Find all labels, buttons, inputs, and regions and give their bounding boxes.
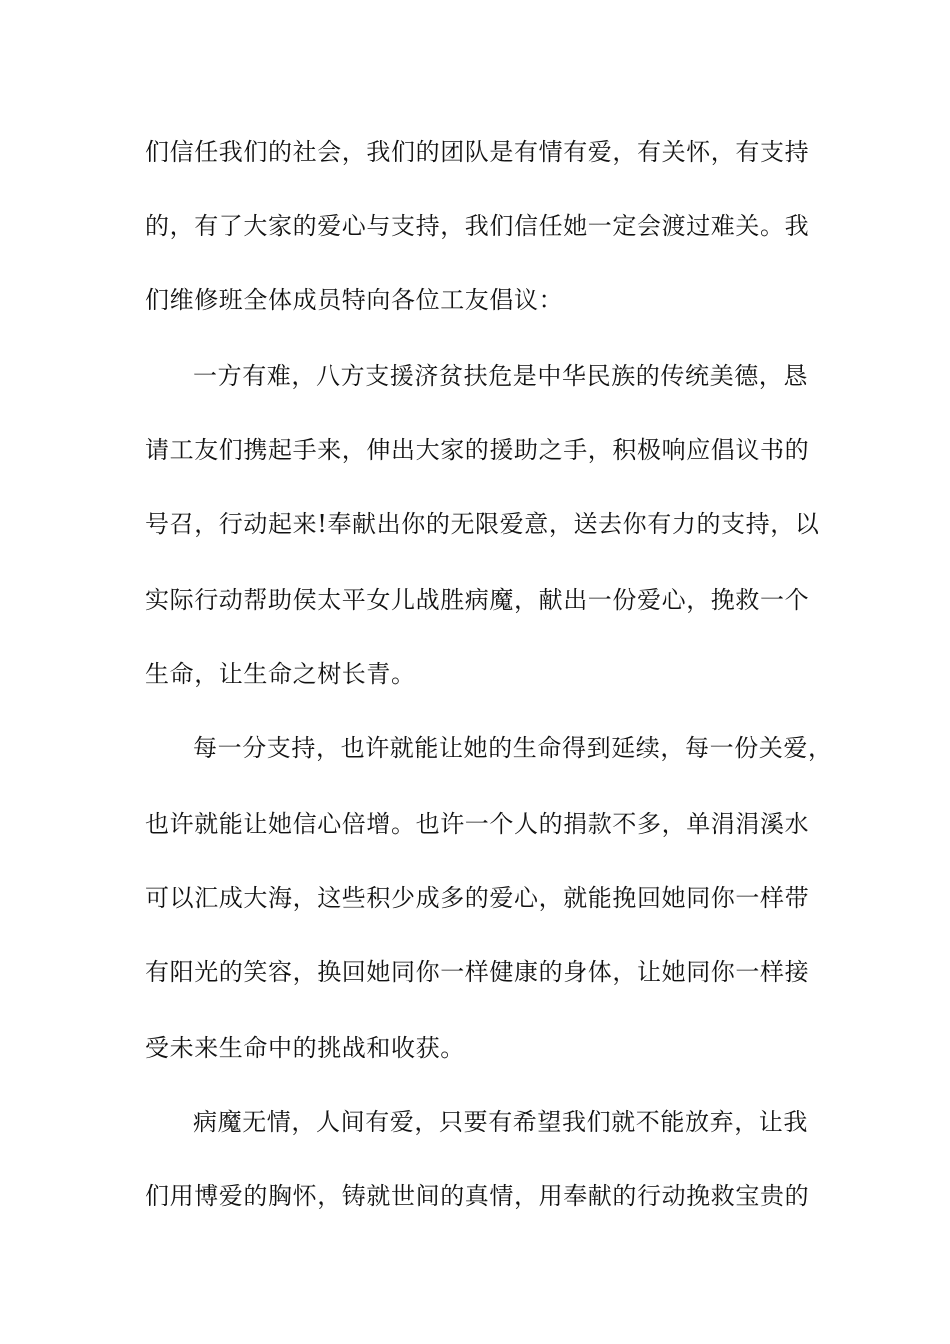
text-line: 的，有了大家的爱心与支持，我们信任她一定会渡过难关。我 bbox=[145, 212, 810, 240]
text-line: 们维修班全体成员特向各位工友倡议： bbox=[145, 286, 564, 314]
text-line: 受未来生命中的挑战和收获。 bbox=[145, 1034, 465, 1062]
text-line: 生命，让生命之树长青。 bbox=[145, 660, 416, 688]
text-line: 有阳光的笑容，换回她同你一样健康的身体，让她同你一样接 bbox=[145, 958, 810, 986]
paragraph-first-line: 一方有难，八方支援济贫扶危是中华民族的传统美德，恳 bbox=[193, 362, 808, 390]
text-line: 请工友们携起手来，伸出大家的援助之手，积极响应倡议书的 bbox=[145, 436, 810, 464]
text-line: 们信任我们的社会，我们的团队是有情有爱，有关怀，有支持 bbox=[145, 138, 810, 166]
text-line: 实际行动帮助侯太平女儿战胜病魔，献出一份爱心，挽救一个 bbox=[145, 586, 810, 614]
paragraph-first-line: 每一分支持，也许就能让她的生命得到延续，每一份关爱， bbox=[193, 734, 833, 762]
text-line: 也许就能让她信心倍增。也许一个人的捐款不多，单涓涓溪水 bbox=[145, 810, 810, 838]
text-line: 可以汇成大海，这些积少成多的爱心，就能挽回她同你一样带 bbox=[145, 884, 810, 912]
text-line: 号召，行动起来!奉献出你的无限爱意，送去你有力的支持，以 bbox=[145, 510, 820, 538]
text-line: 们用博爱的胸怀，铸就世间的真情，用奉献的行动挽救宝贵的 bbox=[145, 1182, 810, 1210]
paragraph-first-line: 病魔无情，人间有爱，只要有希望我们就不能放弃，让我 bbox=[193, 1108, 808, 1136]
